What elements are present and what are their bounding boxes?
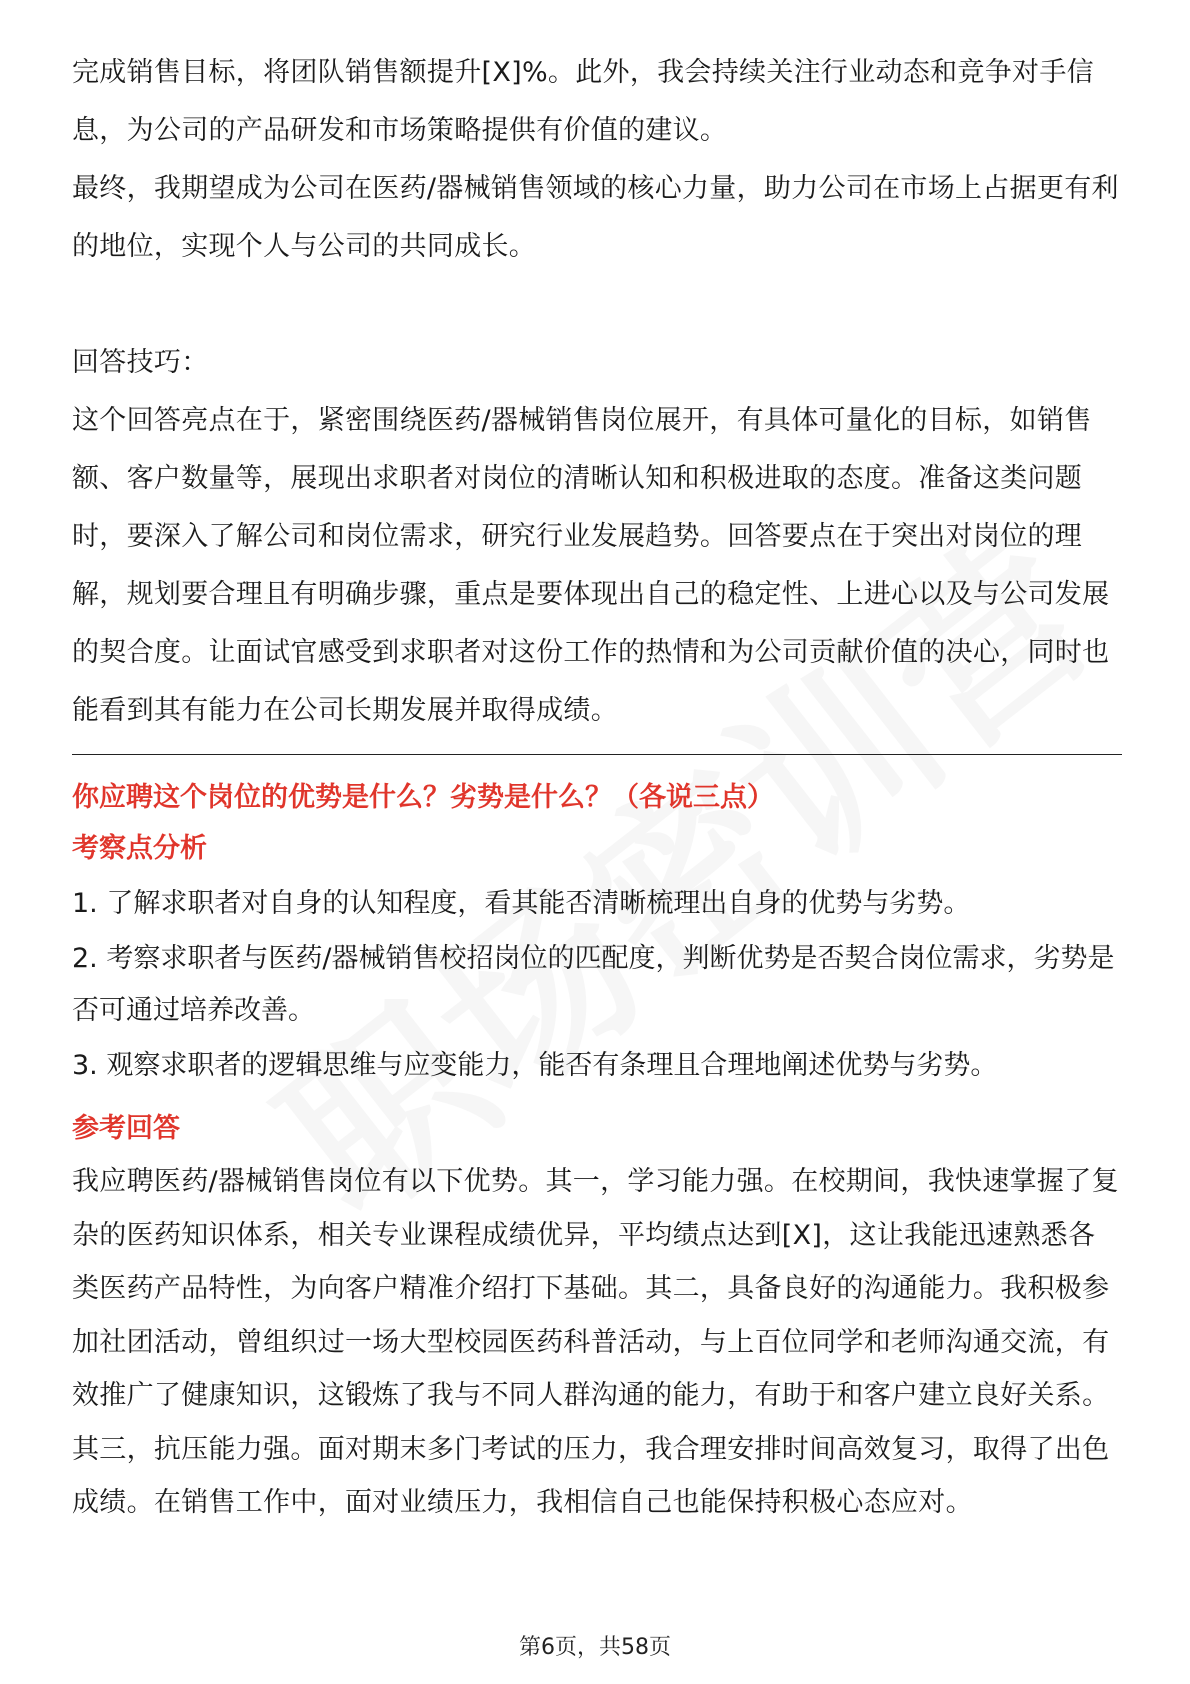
question-title: 你应聘这个岗位的优势是什么？劣势是什么？（各说三点） xyxy=(72,782,774,813)
intro-paragraph-2: 最终，我期望成为公司在医药/器械销售领域的核心力量，助力公司在市场上占据更有利的地位，实现个人与公司的共同成长。 xyxy=(72,173,1119,262)
page-footer: 第6页，共58页 xyxy=(519,1635,671,1660)
analysis-item-3: 3. 观察求职者的逻辑思维与应变能力，能否有条理且合理地阐述优势与劣势。 xyxy=(72,1050,998,1081)
document-body xyxy=(72,44,1122,1530)
tips-heading: 回答技巧： xyxy=(72,347,209,378)
intro-paragraph-1: 完成销售目标，将团队销售额提升[X]%。此外，我会持续关注行业动态和竞争对手信息，为公司的产品研发和市场策略提供有价值的建议。 xyxy=(72,57,1094,146)
analysis-item-2: 2. 考察求职者与医药/器械销售校招岗位的匹配度，判断优势是否契合岗位需求，劣势是否可通过培养改善。 xyxy=(72,943,1115,1026)
answer-title: 参考回答 xyxy=(72,1113,180,1144)
answer-body: 我应聘医药/器械销售岗位有以下优势。其一，学习能力强。在校期间，我快速掌握了复杂的医药知识体系，相关专业课程成绩优异，平均绩点达到[X]，这让我能迅速熟悉各类医药产品特性，为向客户精准介绍打下基础。其二，具备良好的沟通能力。我积极参加社团活动，曾组织过一场大型校园医药科普活动，与上百位同学和老师沟通交流，有效推广了健康知识，这锻炼了我与不同人群沟通的能力，有助于和客户建立良好关系。其三，抗压能力强。面对期末多门考试的压力，我合理安排时间高效复习，取得了出色成绩。在销售工作中，面对业绩压力，我相信自己也能保持积极心态应对。 xyxy=(72,1166,1119,1518)
section-divider xyxy=(72,754,1122,755)
analysis-item-1: 1. 了解求职者对自身的认知程度，看其能否清晰梳理出自身的优势与劣势。 xyxy=(72,888,971,919)
analysis-title: 考察点分析 xyxy=(72,833,207,864)
tips-body: 这个回答亮点在于，紧密围绕医药/器械销售岗位展开，有具体可量化的目标，如销售额、客户数量等，展现出求职者对岗位的清晰认知和积极进取的态度。准备这类问题时，要深入了解公司和岗位需求，研究行业发展趋势。回答要点在于突出对岗位的理解，规划要合理且有明确步骤，重点是要体现出自己的稳定性、上进心以及与公司发展的契合度。让面试官感受到求职者对这份工作的热情和为公司贡献价值的决心，同时也能看到其有能力在公司长期发展并取得成绩。 xyxy=(72,405,1110,726)
